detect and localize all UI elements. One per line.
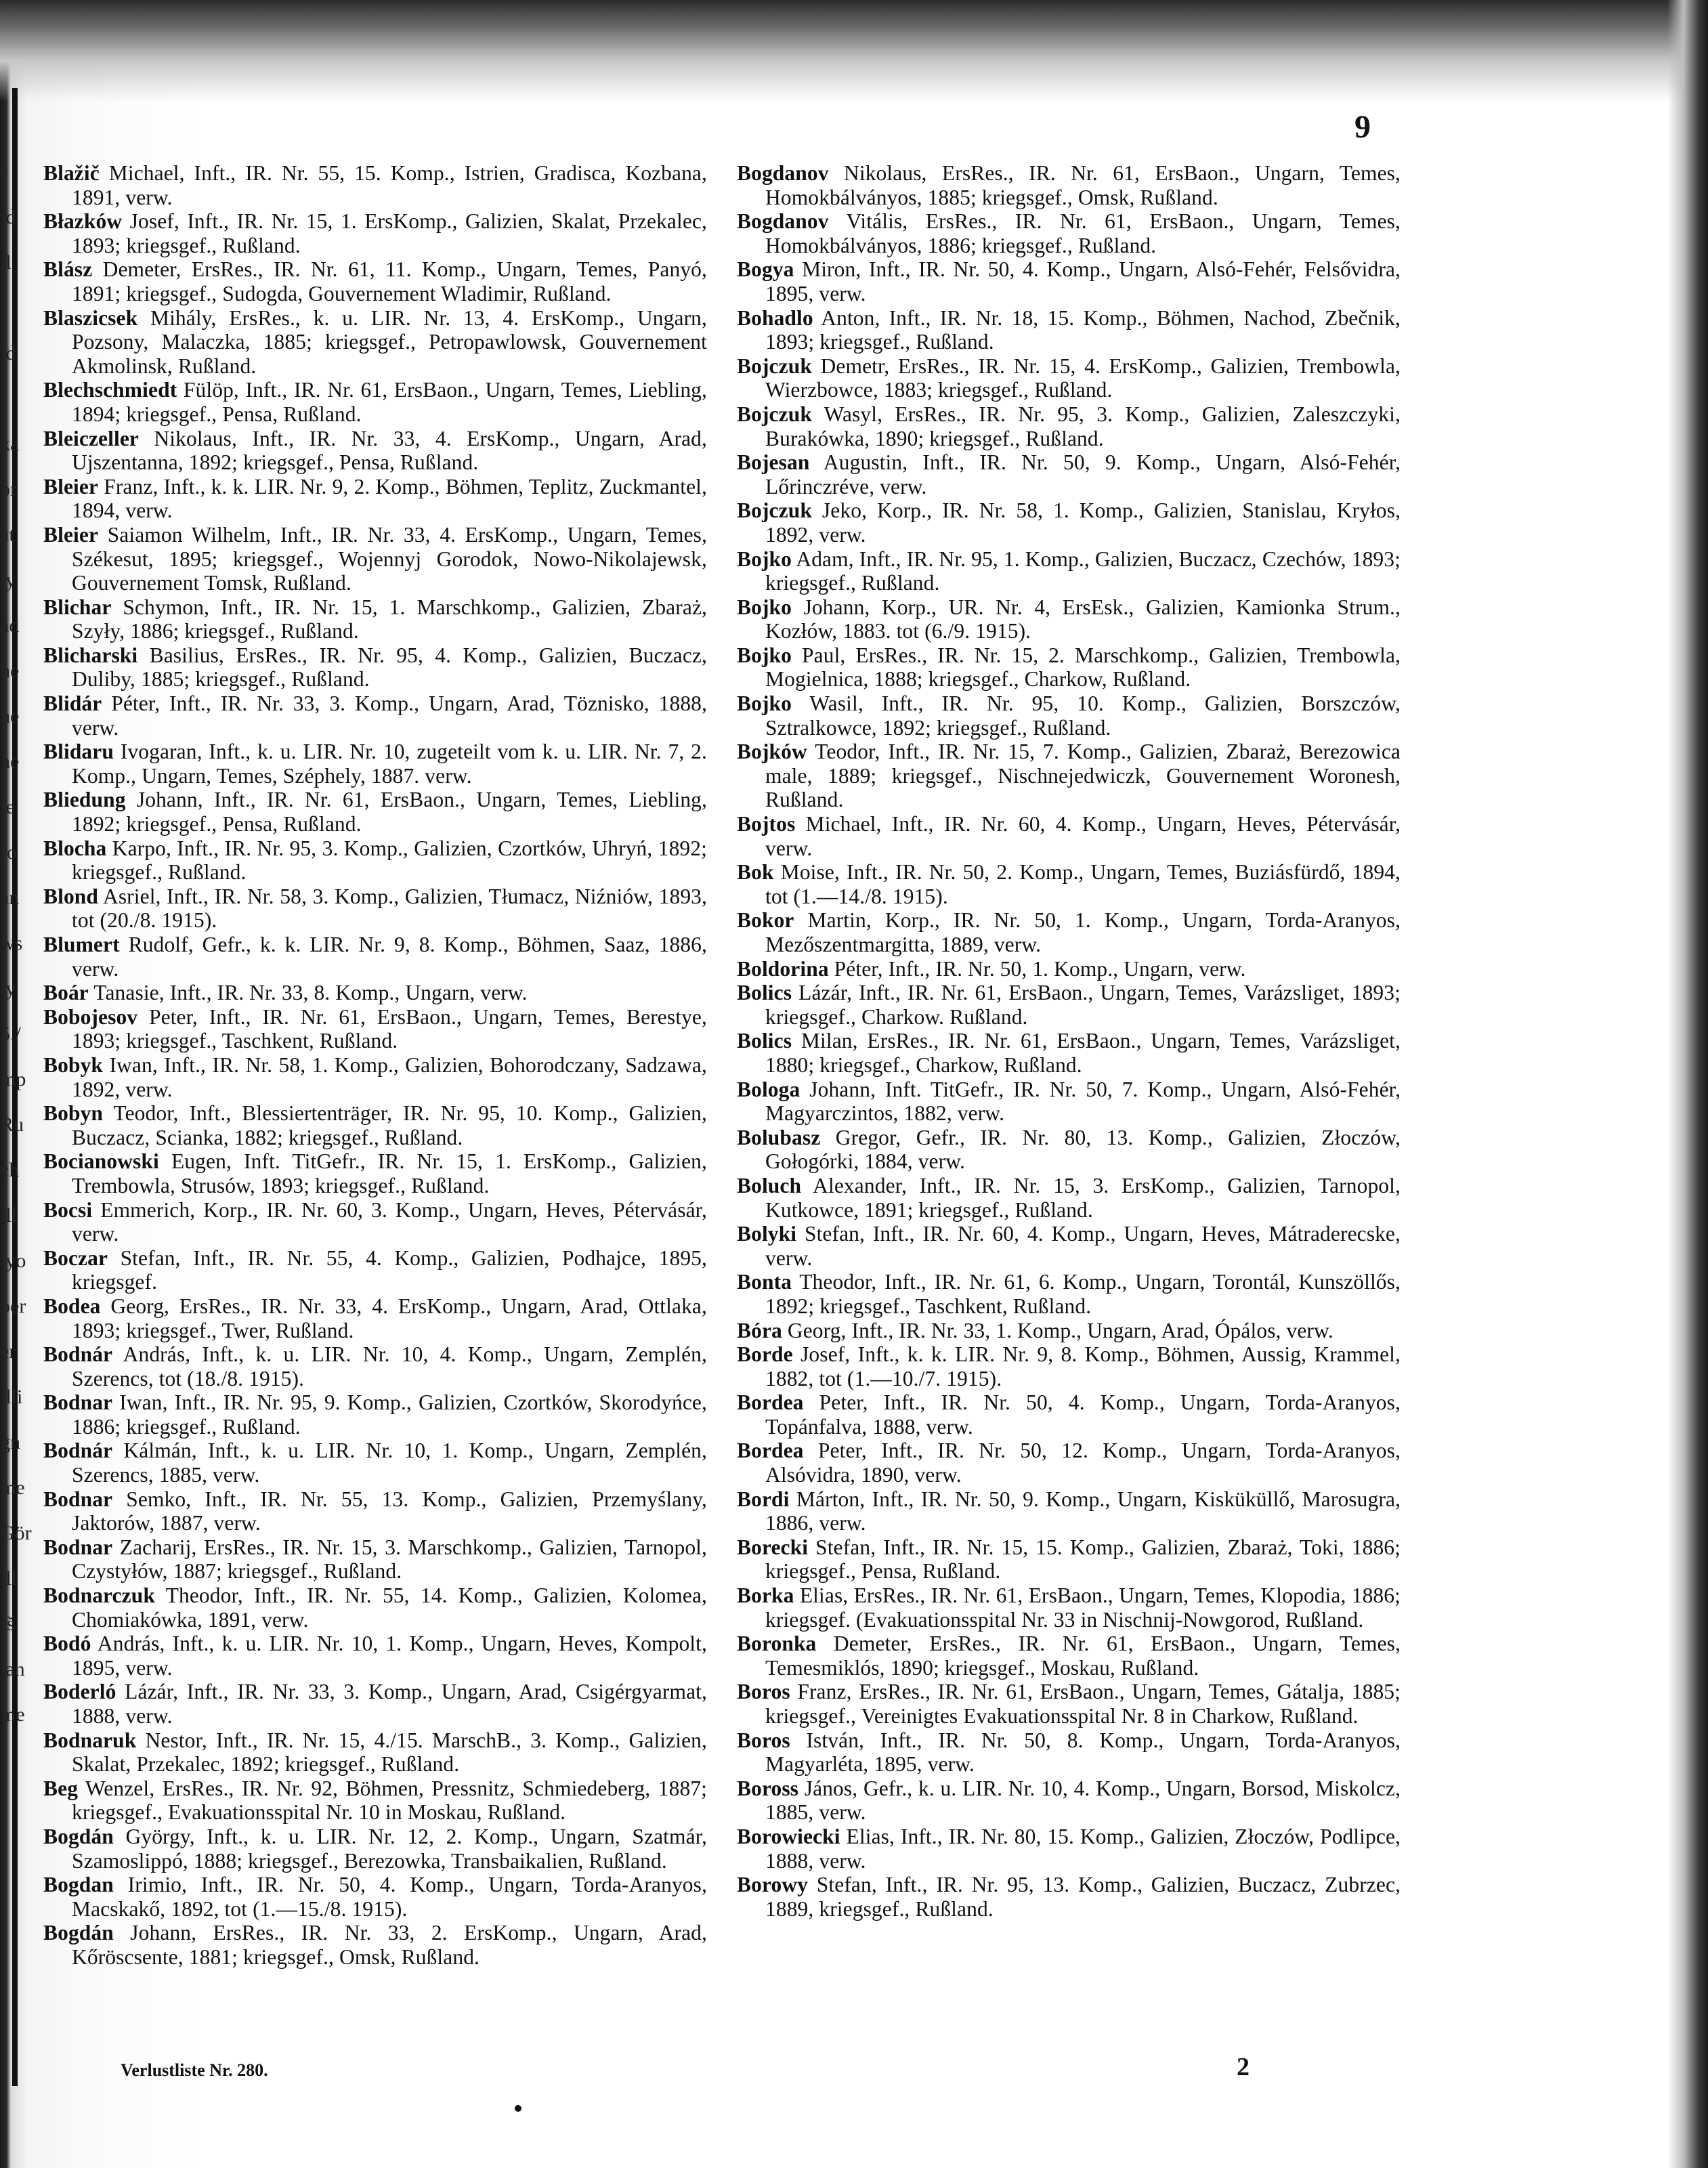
- margin-fragment: Gör: [0, 1522, 32, 1544]
- entry-details: Wenzel, ErsRes., IR. Nr. 92, Böhmen, Pressnitz, Schmiedeberg, 1887; kriegsgef., Evakuationsspital Nr. 10 in Moskau, Rußland.: [72, 1776, 707, 1825]
- entry-surname: Boross: [737, 1776, 799, 1800]
- entry-details: Zacharij, ErsRes., IR. Nr. 15, 3. Marschkomp., Galizien, Tarnopol, Czystyłów, 1887; kriegsgef., Rußland.: [72, 1535, 707, 1584]
- margin-fragment: me: [0, 1476, 25, 1499]
- entry-surname: Bobyk: [43, 1053, 104, 1077]
- margin-fragment: ill: [0, 1204, 18, 1227]
- scan-top-shadow: [0, 0, 1708, 102]
- list-entry: [737, 1029, 1401, 1077]
- entry-surname: Bokor: [737, 908, 794, 933]
- entry-details: Péter, Inft., IR. Nr. 50, 1. Komp., Ungarn, verw.: [828, 956, 1246, 981]
- entry-surname: Bleiczeller: [43, 426, 140, 450]
- list-entry: [737, 643, 1401, 692]
- list-entry: [43, 1294, 707, 1342]
- list-entry: [43, 1439, 707, 1487]
- list-entry: [737, 402, 1401, 450]
- entry-details: Kálmán, Inft., k. u. LIR. Nr. 10, 1. Komp., Ungarn, Zemplén, Szerencs, 1885, verw.: [72, 1439, 707, 1487]
- entry-details: Stefan, Inft., IR. Nr. 95, 13. Komp., Galizien, Buczacz, Zubrzec, 1889, kriegsgef., Rußland.: [765, 1873, 1401, 1921]
- entry-surname: Bojtos: [737, 812, 796, 836]
- entry-surname: Boros: [737, 1680, 790, 1704]
- entry-surname: Bordi: [737, 1487, 790, 1511]
- list-entry: [43, 595, 707, 643]
- entry-details: Fülöp, Inft., IR. Nr. 61, ErsBaon., Ungarn, Temes, Liebling, 1894; kriegsgef., Pensa, Rußland.: [72, 378, 707, 426]
- entry-surname: Blichar: [43, 595, 112, 619]
- entry-surname: Bodó: [43, 1632, 91, 1656]
- entry-surname: Boros: [737, 1728, 790, 1752]
- entry-details: Milan, ErsRes., IR. Nr. 61, ErsBaon., Ungarn, Temes, Varázsliget, 1880; kriegsgef., Charkow, Rußland.: [765, 1029, 1401, 1077]
- entry-details: István, Inft., IR. Nr. 50, 8. Komp., Ungarn, Torda-Aranyos, Magyarléta, 1895, verw.: [765, 1728, 1401, 1777]
- entry-details: Karpo, Inft., IR. Nr. 95, 3. Komp., Galizien, Czortków, Uhryń, 1892; kriegsgef., Rußland.: [72, 836, 707, 885]
- entry-details: Peter, Inft., IR. Nr. 50, 12. Komp., Ungarn, Torda-Aranyos, Alsóvidra, 1890, verw.: [765, 1439, 1401, 1487]
- list-entry: [43, 643, 707, 692]
- entry-details: Georg, Inft., IR. Nr. 33, 1. Komp., Ungarn, Arad, Ópálos, verw.: [782, 1318, 1333, 1342]
- entry-details: Josef, Inft., k. k. LIR. Nr. 9, 8. Komp., Böhmen, Aussig, Krammel, 1882, tot (1.—10./7. 1915).: [765, 1342, 1401, 1390]
- entry-surname: Bodnár: [43, 1342, 113, 1367]
- list-entry: [737, 1319, 1401, 1343]
- list-entry: [43, 1873, 707, 1921]
- margin-fragment: il: [0, 251, 12, 274]
- list-entry: [43, 209, 707, 257]
- margin-fragment: me: [0, 1703, 25, 1726]
- list-entry: [43, 378, 707, 426]
- entry-details: Peter, Inft., IR. Nr. 61, ErsBaon., Ungarn, Temes, Berestye, 1893; kriegsgef., Taschkent, Rußland.: [72, 1004, 707, 1053]
- list-entry: [43, 1342, 707, 1390]
- entry-details: Gregor, Gefr., IR. Nr. 80, 13. Komp., Galizien, Złoczów, Gołogórki, 1884, verw.: [765, 1125, 1401, 1174]
- margin-fragment: lan: [0, 1658, 25, 1680]
- entry-details: Semko, Inft., IR. Nr. 55, 13. Komp., Galizien, Przemyślany, Jaktorów, 1887, verw.: [72, 1487, 707, 1535]
- list-entry: [43, 1487, 707, 1535]
- list-entry: [737, 860, 1401, 908]
- entry-surname: Bogdanov: [737, 209, 829, 234]
- entry-surname: Bodnár: [43, 1439, 113, 1463]
- list-entry: [737, 1487, 1401, 1535]
- entry-details: Basilius, ErsRes., IR. Nr. 95, 4. Komp., Galizien, Buczacz, Duliby, 1885; kriegsgef., Rußland.: [72, 643, 707, 692]
- list-entry: [43, 740, 707, 788]
- entry-details: Johann, Inft., IR. Nr. 61, ErsBaon., Ungarn, Temes, Liebling, 1892; kriegsgef., Pensa, Rußland.: [72, 788, 707, 836]
- list-entry: [43, 788, 707, 836]
- entry-details: Demeter, ErsRes., IR. Nr. 61, ErsBaon., Ungarn, Temes, Temesmiklós, 1890; kriegsgef., Moskau, Rußland.: [765, 1632, 1401, 1680]
- entry-details: Eugen, Inft. TitGefr., IR. Nr. 15, 1. ErsKomp., Galizien, Trembowla, Strusów, 1893; kriegsgef., Rußland.: [72, 1149, 707, 1197]
- entry-details: Asriel, Inft., IR. Nr. 58, 3. Komp., Galizien, Tłumacz, Niźniów, 1893, tot (20./8. 1915).: [72, 884, 707, 933]
- entry-surname: Blond: [43, 884, 99, 908]
- list-entry: [737, 1342, 1401, 1390]
- right-column: [737, 161, 1401, 1921]
- entry-surname: Bogdán: [43, 1824, 114, 1848]
- margin-fragment: an: [0, 887, 20, 909]
- list-entry: [43, 1053, 707, 1101]
- entry-surname: Blaszicsek: [43, 305, 138, 330]
- entry-details: Moise, Inft., IR. Nr. 50, 2. Komp., Ungarn, Temes, Buziásfürdő, 1894, tot (1.—14./8. 1915).: [765, 860, 1401, 908]
- entry-details: Johann, ErsRes., IR. Nr. 33, 2. ErsKomp., Ungarn, Arad, Kőröscsente, 1881; kriegsgef., Omsk, Rußland.: [72, 1921, 707, 1969]
- entry-details: Franz, Inft., k. k. LIR. Nr. 9, 2. Komp., Böhmen, Teplitz, Zuckmantel, 1894, verw.: [72, 474, 707, 523]
- entry-surname: Borecki: [737, 1535, 809, 1559]
- margin-fragment: Ru: [0, 1113, 24, 1136]
- list-entry: [737, 908, 1401, 956]
- entry-details: Rudolf, Gefr., k. k. LIR. Nr. 9, 8. Komp., Böhmen, Saaz, 1886, verw.: [72, 933, 707, 981]
- margin-fragment: rš: [0, 1613, 15, 1635]
- list-entry: [737, 354, 1401, 402]
- list-entry: [737, 1078, 1401, 1126]
- entry-details: György, Inft., k. u. LIR. Nr. 12, 2. Komp., Ungarn, Szatmár, Szamoslippó, 1888; kriegsgef., Berezowka, Transbaikalien, Rußland.: [72, 1824, 707, 1873]
- entry-surname: Boár: [43, 981, 89, 1005]
- entry-surname: Bolubasz: [737, 1125, 821, 1149]
- list-entry: [43, 836, 707, 885]
- list-entry: [43, 981, 707, 1005]
- entry-details: Adam, Inft., IR. Nr. 95, 1. Komp., Galizien, Buczacz, Czechów, 1893; kriegsgef., Rußland.: [765, 547, 1401, 595]
- list-entry: [737, 1632, 1401, 1680]
- list-entry: [43, 1535, 707, 1584]
- entry-details: Theodor, Inft., IR. Nr. 61, 6. Komp., Ungarn, Torontál, Kunszöllős, 1892; kriegsgef., Taschkent, Rußland.: [765, 1270, 1401, 1318]
- list-entry: [43, 933, 707, 981]
- list-entry: [43, 1728, 707, 1777]
- list-entry: [43, 1005, 707, 1053]
- entry-surname: Bojko: [737, 643, 792, 667]
- entry-details: Nestor, Inft., IR. Nr. 15, 4./15. MarschB., 3. Komp., Galizien, Skalat, Przekalec, 1892; kriegsgef., Rußland.: [72, 1728, 707, 1777]
- list-entry: [43, 885, 707, 933]
- entry-surname: Bodea: [43, 1294, 101, 1318]
- entry-surname: Borowy: [737, 1873, 809, 1897]
- entry-details: Jeko, Korp., IR. Nr. 58, 1. Komp., Galizien, Stanislau, Kryłos, 1892, verw.: [765, 498, 1401, 547]
- list-entry: [43, 427, 707, 475]
- list-entry: [43, 1921, 707, 1969]
- list-entry: [43, 1390, 707, 1439]
- footer-list-number: Verlustliste Nr. 280.: [121, 2060, 268, 2080]
- margin-fragment: gn: [0, 1431, 20, 1453]
- list-entry: [43, 1680, 707, 1728]
- list-entry: [737, 1584, 1401, 1632]
- list-entry: [43, 257, 707, 305]
- margin-fragment: ld: [0, 342, 16, 364]
- entry-details: Mihály, ErsRes., k. u. LIR. Nr. 13, 4. ErsKomp., Ungarn, Pozsony, Malaczka, 1885; kriegsgef., Petropawlowsk, Gouvernement Akmolinsk, Rußland.: [72, 305, 707, 378]
- list-entry: [43, 475, 707, 523]
- margin-fragment: ät: [0, 524, 15, 546]
- scan-right-shadow: [1667, 0, 1708, 2168]
- entry-surname: Bodnaruk: [43, 1728, 137, 1752]
- list-entry: [737, 740, 1401, 812]
- margin-fragment: ty: [0, 977, 16, 1000]
- entry-details: Augustin, Inft., IR. Nr. 50, 9. Komp., Ungarn, Alsó-Fehér, Lőrinczréve, verw.: [765, 450, 1401, 498]
- margin-fragment: ne: [0, 750, 20, 773]
- entry-details: Irimio, Inft., IR. Nr. 50, 4. Komp., Ungarn, Torda-Aranyos, Macskakő, 1892, tot (1.—15./8. 1915).: [72, 1873, 707, 1921]
- entry-details: Péter, Inft., IR. Nr. 33, 3. Komp., Ungarn, Arad, Töznisko, 1888, verw.: [72, 692, 707, 740]
- adjacent-page-margin: [0, 149, 32, 1737]
- entry-surname: Boldorina: [737, 956, 829, 981]
- entry-details: Martin, Korp., IR. Nr. 50, 1. Komp., Ungarn, Torda-Aranyos, Mezőszentmargitta, 1889, verw.: [765, 908, 1401, 956]
- entry-surname: Bodnar: [43, 1487, 113, 1511]
- list-entry: [43, 306, 707, 379]
- entry-details: Saiamon Wilhelm, Inft., IR. Nr. 33, 4. ErsKomp., Ungarn, Temes, Székesut, 1895; kriegsgef., Wojennyj Gorodok, Nowo-Nikolajewsk, Gouvernement Tomsk, Rußland.: [72, 522, 707, 595]
- entry-surname: Bordea: [737, 1439, 804, 1463]
- margin-fragment: ch: [0, 1159, 20, 1181]
- entry-surname: Bojczuk: [737, 498, 812, 523]
- margin-fragment: per: [0, 1295, 26, 1317]
- entry-details: Wasil, Inft., IR. Nr. 95, 10. Komp., Galizien, Borszczów, Sztralkowce, 1892; kriegsgef., Rußland.: [765, 692, 1401, 740]
- entry-surname: Bojko: [737, 547, 792, 571]
- entry-details: Tanasie, Inft., IR. Nr. 33, 8. Komp., Ungarn, verw.: [88, 981, 528, 1005]
- entry-surname: Borowiecki: [737, 1824, 840, 1848]
- list-entry: [43, 692, 707, 740]
- entry-details: Peter, Inft., IR. Nr. 50, 4. Komp., Ungarn, Torda-Aranyos, Topánfalva, 1888, verw.: [765, 1390, 1401, 1439]
- entry-surname: Bodnar: [43, 1535, 113, 1559]
- entry-details: Johann, Korp., UR. Nr. 4, ErsEsk., Galizien, Kamionka Strum., Kozłów, 1883. tot (6./9. 1915).: [765, 595, 1401, 643]
- entry-details: Schymon, Inft., IR. Nr. 15, 1. Marschkomp., Galizien, Zbaraż, Szyły, 1886; kriegsgef., Rußland.: [72, 595, 707, 643]
- margin-fragment: ie: [0, 796, 15, 818]
- entry-details: András, Inft., k. u. LIR. Nr. 10, 4. Komp., Ungarn, Zemplén, Szerencs, tot (18./8. 1915).: [72, 1342, 707, 1390]
- entry-details: Lázár, Inft., IR. Nr. 61, ErsBaon., Ungarn, Temes, Varázsliget, 1893; kriegsgef., Charkow. Rußland.: [765, 981, 1401, 1029]
- entry-details: Demetr, ErsRes., IR. Nr. 15, 4. ErsKomp., Galizien, Trembowla, Wierzbowce, 1883; kriegsgef., Rußland.: [765, 354, 1401, 402]
- entry-surname: Bodnar: [43, 1390, 113, 1415]
- entry-surname: Bojczuk: [737, 354, 812, 378]
- entry-details: Teodor, Inft., IR. Nr. 15, 7. Komp., Galizien, Zbaraż, Berezowica male, 1889; kriegsgef., Nischnejedwiczk, Gouvernement Woronesh, Rußland.: [765, 740, 1401, 812]
- entry-details: Anton, Inft., IR. Nr. 18, 15. Komp., Böhmen, Nachod, Zbečnik, 1893; kriegsgef., Rußland.: [765, 305, 1401, 354]
- list-entry: [737, 1777, 1401, 1825]
- list-entry: [43, 1101, 707, 1149]
- entry-surname: Bocsi: [43, 1197, 93, 1222]
- entry-surname: Bóra: [737, 1318, 782, 1342]
- margin-fragment: ill: [0, 1567, 18, 1590]
- entry-details: Márton, Inft., IR. Nr. 50, 9. Komp., Ungarn, Kisküküllő, Marosugra, 1886, verw.: [765, 1487, 1401, 1535]
- list-entry: [43, 1777, 707, 1825]
- entry-surname: Blumert: [43, 933, 120, 956]
- list-entry: [43, 1198, 707, 1246]
- margin-fragment: t: [0, 387, 6, 410]
- entry-surname: Blidaru: [43, 740, 114, 764]
- entry-details: Nikolaus, ErsRes., IR. Nr. 61, ErsBaon., Ungarn, Temes, Homokbálványos, 1885; kriegsgef., Omsk, Rußland.: [765, 161, 1401, 209]
- entry-surname: Bolics: [737, 1029, 792, 1053]
- entry-details: Demeter, ErsRes., IR. Nr. 61, 11. Komp., Ungarn, Temes, Panyó, 1891; kriegsgef., Sudogda, Gouvernement Wladimir, Rußland.: [72, 257, 707, 305]
- list-entry: [737, 209, 1401, 257]
- entry-details: Stefan, Inft., IR. Nr. 15, 15. Komp., Galizien, Zbaraż, Toki, 1886; kriegsgef., Pensa, Rußland.: [765, 1535, 1401, 1584]
- entry-details: Josef, Inft., IR. Nr. 15, 1. ErsKomp., Galizien, Skalat, Przekalec, 1893; kriegsgef., Rußland.: [72, 209, 707, 257]
- entry-surname: Borka: [737, 1584, 794, 1608]
- entry-surname: Blász: [43, 257, 93, 282]
- entry-surname: Błazków: [43, 209, 123, 234]
- margin-fragment: r: [0, 161, 7, 183]
- entry-details: András, Inft., k. u. LIR. Nr. 10, 1. Komp., Ungarn, Heves, Kompolt, 1895, verw.: [72, 1632, 707, 1680]
- margin-fragment: id: [0, 206, 16, 228]
- list-entry: [737, 1873, 1401, 1921]
- margin-fragment: ro: [0, 841, 17, 864]
- list-entry: [737, 981, 1401, 1029]
- page-number: 9: [1354, 109, 1371, 145]
- entry-surname: Bocianowski: [43, 1149, 159, 1174]
- entry-details: Stefan, Inft., IR. Nr. 60, 4. Komp., Ungarn, Heves, Mátraderecske, verw.: [765, 1222, 1401, 1270]
- entry-surname: Bok: [737, 860, 774, 885]
- list-entry: [43, 1246, 707, 1294]
- entry-details: Iwan, Inft., IR. Nr. 58, 1. Komp., Galizien, Bohorodczany, Sadzawa, 1892, verw.: [72, 1053, 707, 1101]
- list-entry: [737, 1728, 1401, 1777]
- entry-details: Johann, Inft. TitGefr., IR. Nr. 50, 7. Komp., Ungarn, Alsó-Fehér, Magyarczintos, 1882, verw.: [765, 1077, 1401, 1126]
- entry-surname: Blidár: [43, 692, 102, 716]
- list-entry: [43, 1584, 707, 1632]
- entry-surname: Blechschmiedt: [43, 378, 177, 402]
- entry-details: Elias, ErsRes., IR. Nr. 61, ErsBaon., Ungarn, Temes, Klopodia, 1886; kriegsgef. (Evakuationsspital Nr. 33 in Nischnij-Nowgorod, Rußland.: [765, 1584, 1401, 1632]
- list-entry: [737, 1439, 1401, 1487]
- list-entry: [43, 523, 707, 595]
- entry-surname: Bleier: [43, 474, 99, 498]
- list-entry: [737, 1222, 1401, 1270]
- list-entry: [43, 1632, 707, 1680]
- list-entry: [737, 1126, 1401, 1174]
- entry-surname: Bogdan: [43, 1873, 114, 1897]
- entry-details: Michael, Inft., IR. Nr. 55, 15. Komp., Istrien, Gradisca, Kozbana, 1891, verw.: [72, 161, 707, 209]
- entry-surname: Bohadlo: [737, 305, 813, 330]
- list-entry: [43, 1825, 707, 1873]
- entry-surname: Bodnarczuk: [43, 1584, 155, 1608]
- entry-details: Stefan, Inft., IR. Nr. 55, 4. Komp., Galizien, Podhajce, 1895, kriegsgef.: [72, 1246, 707, 1294]
- margin-fragment: he: [0, 660, 20, 682]
- list-entry: [737, 595, 1401, 643]
- margin-fragment: iyo: [0, 1250, 26, 1272]
- entry-details: Georg, ErsRes., IR. Nr. 33, 4. ErsKomp., Ungarn, Arad, Ottlaka, 1893; kriegsgef., Twer, Rußland.: [72, 1294, 707, 1342]
- list-entry: [737, 450, 1401, 498]
- list-entry: [737, 957, 1401, 981]
- list-entry: [737, 1535, 1401, 1584]
- list-entry: [737, 547, 1401, 595]
- entry-details: Alexander, Inft., IR. Nr. 15, 3. ErsKomp., Galizien, Tarnopol, Kutkowce, 1891; kriegsgef., Rußland.: [765, 1173, 1401, 1222]
- list-entry: [737, 812, 1401, 860]
- margin-fragment: i: [0, 297, 6, 319]
- margin-fragment: er: [0, 1340, 16, 1363]
- entry-surname: Blažič: [43, 161, 100, 185]
- entry-surname: Blocha: [43, 836, 107, 860]
- entry-surname: Bliedung: [43, 788, 126, 812]
- entry-details: Michael, Inft., IR. Nr. 60, 4. Komp., Ungarn, Heves, Pétervásár, verw.: [765, 812, 1401, 860]
- list-entry: [43, 161, 707, 209]
- list-entry: [737, 306, 1401, 354]
- entry-details: Ivogaran, Inft., k. u. LIR. Nr. 10, zugeteilt vom k. u. LIR. Nr. 7, 2. Komp., Ungarn, Temes, Széphely, 1887. verw.: [72, 740, 707, 788]
- margin-fragment: pr: [0, 478, 17, 501]
- entry-surname: Boderló: [43, 1680, 116, 1704]
- entry-surname: Bogya: [737, 257, 794, 282]
- margin-fragment: ad: [0, 614, 20, 637]
- entry-surname: Bogdanov: [737, 161, 829, 185]
- entry-surname: Boronka: [737, 1632, 817, 1656]
- entry-details: Nikolaus, Inft., IR. Nr. 33, 4. ErsKomp., Ungarn, Arad, Ujszentanna, 1892; kriegsgef., Pensa, Rußland.: [72, 426, 707, 475]
- margin-fragment: ne: [0, 705, 20, 727]
- entry-surname: Bolyki: [737, 1222, 797, 1246]
- list-entry: [737, 1390, 1401, 1439]
- entry-surname: Bobojesov: [43, 1004, 138, 1029]
- entry-details: Paul, ErsRes., IR. Nr. 15, 2. Marschkomp., Galizien, Trembowla, Mogielnica, 1888; kriegsgef., Charkow, Rußland.: [765, 643, 1401, 692]
- entry-surname: Bogdán: [43, 1921, 114, 1945]
- list-entry: [737, 1825, 1401, 1873]
- entry-surname: Bordea: [737, 1390, 804, 1415]
- entry-details: Lázár, Inft., IR. Nr. 33, 3. Komp., Ungarn, Arad, Csigérgyarmat, 1888, verw.: [72, 1680, 707, 1728]
- entry-surname: Bojko: [737, 595, 792, 619]
- entry-surname: Bojków: [737, 740, 807, 764]
- list-entry: [737, 498, 1401, 547]
- entry-details: Vitális, ErsRes., IR. Nr. 61, ErsBaon., Ungarn, Temes, Homokbálványos, 1886; kriegsgef., Rußland.: [765, 209, 1401, 257]
- list-entry: [737, 692, 1401, 740]
- list-entry: [43, 1149, 707, 1197]
- entry-surname: Borde: [737, 1342, 793, 1367]
- entry-surname: Bojesan: [737, 450, 810, 475]
- entry-surname: Bologa: [737, 1077, 800, 1101]
- list-entry: [737, 161, 1401, 209]
- entry-surname: Bonta: [737, 1270, 792, 1294]
- entry-surname: Boczar: [43, 1246, 108, 1270]
- entry-details: Teodor, Inft., Blessiertenträger, IR. Nr. 95, 10. Komp., Galizien, Buczacz, Scianka, 1882; kriegsgef., Rußland.: [72, 1101, 707, 1149]
- margin-fragment: ws: [0, 932, 23, 954]
- entry-details: Theodor, Inft., IR. Nr. 55, 14. Komp., Galizien, Kolomea, Chomiakówka, 1891, verw.: [72, 1584, 707, 1632]
- entry-details: János, Gefr., k. u. LIR. Nr. 10, 4. Komp., Ungarn, Borsod, Miskolcz, 1885, verw.: [765, 1776, 1401, 1825]
- entry-details: Iwan, Inft., IR. Nr. 95, 9. Komp., Galizien, Czortków, Skorodyńce, 1886; kriegsgef., Rußland.: [72, 1390, 707, 1439]
- entry-surname: Boluch: [737, 1173, 802, 1197]
- entry-surname: Bojko: [737, 692, 792, 716]
- entry-details: Miron, Inft., IR. Nr. 50, 4. Komp., Ungarn, Alsó-Fehér, Felsővidra, 1895, verw.: [765, 257, 1401, 305]
- entry-surname: Bojczuk: [737, 402, 812, 426]
- entry-details: Elias, Inft., IR. Nr. 80, 15. Komp., Galizien, Złoczów, Podlipce, 1888, verw.: [765, 1824, 1401, 1873]
- entry-surname: Blicharski: [43, 643, 138, 667]
- footer-signature-number: 2: [1237, 2053, 1250, 2081]
- entry-surname: Bobyn: [43, 1101, 104, 1126]
- margin-fragment: 5./: [0, 1023, 21, 1045]
- entry-details: Emmerich, Korp., IR. Nr. 60, 3. Komp., Ungarn, Heves, Pétervásár, verw.: [72, 1197, 707, 1246]
- list-entry: [737, 1270, 1401, 1318]
- left-column: [43, 161, 707, 1970]
- list-entry: [737, 257, 1401, 305]
- margin-fragment: ty: [0, 569, 16, 591]
- entry-details: Franz, ErsRes., IR. Nr. 61, ErsBaon., Ungarn, Temes, Gátalja, 1885; kriegsgef., Vereinigtes Evakuationsspital Nr. 8 in Charkow, Rußland.: [765, 1680, 1401, 1728]
- entry-surname: Bolics: [737, 981, 792, 1005]
- ink-dot: [515, 2105, 521, 2112]
- entry-surname: Beg: [43, 1776, 79, 1800]
- margin-fragment: ka: [0, 433, 20, 455]
- entry-details: Wasyl, ErsRes., IR. Nr. 95, 3. Komp., Galizien, Zaleszczyki, Burakówka, 1890; kriegsgef., Rußland.: [765, 402, 1401, 450]
- list-entry: [737, 1680, 1401, 1728]
- list-entry: [737, 1174, 1401, 1222]
- margin-fragment: illi: [0, 1386, 23, 1408]
- entry-surname: Bleier: [43, 522, 99, 547]
- margin-fragment: mp: [0, 1068, 26, 1090]
